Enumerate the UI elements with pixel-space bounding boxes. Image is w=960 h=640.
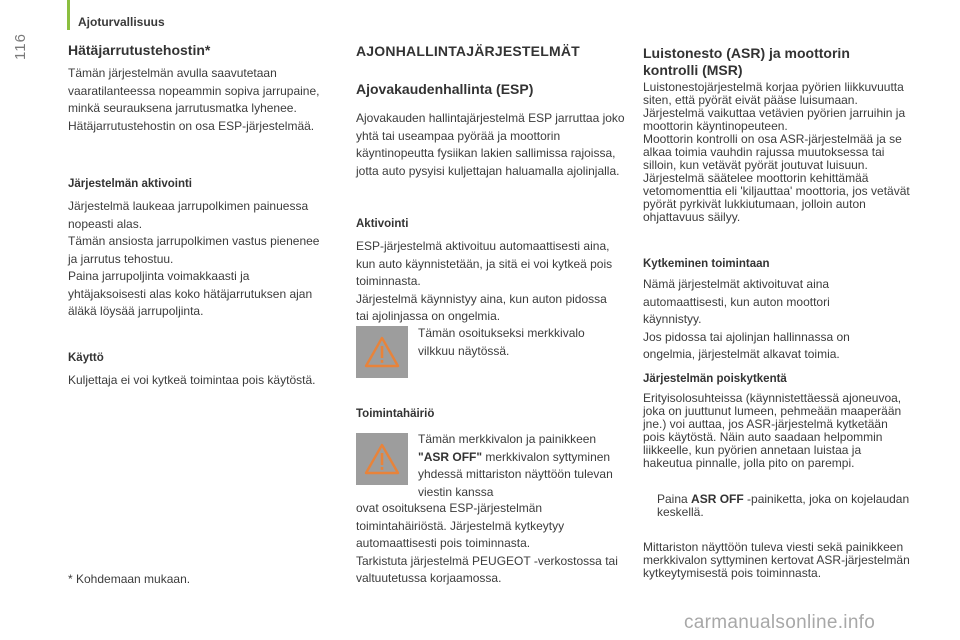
activation-line-3: Paina jarrupoljinta voimakkaasti ja yhtäjaksoisesti alas koko hätäjarrutuksen ajan äläkä löysää jarrupoljinta. (68, 269, 313, 318)
asr-off-button-label: ASR OFF (691, 492, 744, 506)
asr-off-label: "ASR OFF" (418, 449, 483, 464)
esp-intro: Ajovakauden hallintajärjestelmä ESP jarruttaa joko yhtä tai useampaa pyörää ja moottorin käyntinopeutta fysiikan lakien sallimissa rajoissa, jotta auto pysyisi kuljettajan haluamalla ajolinjalla. (356, 111, 625, 178)
warning-triangle-icon (364, 443, 400, 475)
bullet-arrow-icon (643, 493, 657, 519)
switch-off-text: Erityisolosuhteissa (käynnistettäessä ajoneuvoa, joka on juuttunut lumeen, pehmeään maaperään jne.) voi auttaa, jos ASR-järjestelmä kytketään pois käytöstä. Näin auto saadaan helpommin liikkeelle, kun pyörien annetaan luistaa ja hakeutua pinnalle, jolla pito on parempi. (643, 391, 902, 470)
esp-subtitle: Ajovakaudenhallinta (ESP) (356, 81, 534, 97)
switch-off-heading: Järjestelmän poiskytkentä (643, 373, 787, 385)
activation-heading: Järjestelmän aktivointi (68, 178, 192, 190)
esp-activation-heading: Aktivointi (356, 218, 409, 230)
section-accent-bar (67, 0, 70, 30)
switch-on-text (643, 276, 879, 364)
switch-on-line-2: Jos pidossa tai ajolinjan hallinnassa on ongelmia, järjestelmät alkavat toimia. (643, 329, 850, 361)
page-number: 116 (12, 33, 29, 60)
esp-activation-text (356, 238, 622, 326)
instruction-text (657, 493, 911, 519)
instruction-pre: Paina (657, 492, 692, 506)
asr-title: Luistonesto (ASR) ja moottorin kontrolli (MSR) (643, 45, 850, 78)
asr-off-instruction (643, 493, 911, 519)
instruction-post: -painiketta, joka on kojelaudan keskellä. (657, 492, 910, 519)
activation-line-2: Tämän ansiosta jarrupolkimen vastus pienenee ja jarrutus tehostuu. (68, 234, 320, 266)
esp-activation-line-2: Järjestelmä käynnistyy aina, kun auton pidossa tai ajolinjassa on ongelmia. (356, 291, 607, 323)
main-title: AJONHALLINTAJÄRJESTELMÄT (356, 43, 580, 59)
esp-activation-line-1: ESP-järjestelmä aktivoituu automaattisesti aina, kun auto käynnistetään, ja sitä ei voi kytkeä pois toiminnasta. (356, 239, 613, 288)
use-text: Kuljettaja ei voi kytkeä toimintaa pois käytöstä. (68, 373, 316, 387)
emergency-brake-intro: Tämän järjestelmän avulla saavutetaan vaaratilanteessa nopeammin sopiva jarrupaine, minkä seurauksena jarrutusmatka lyhenee. Hätäjarrutustehostin on osa ESP-järjestelmää. (68, 66, 320, 133)
fault-text-pre: Tämän merkkivalon ja painikkeen (418, 432, 597, 446)
asr-intro-line-2: Moottorin kontrolli on osa ASR-järjestelmää ja se alkaa toimia vauhdin rajussa muutoksessa tai silloin, kun vetävät pyörät joutuvat luisuun. Järjestelmä säätelee moottorin kehittämää vetomomenttia eli 'kiljauttaa' moottoria, jos vetävät pyörät pyrkivät lukkiutumaan, jolloin auton ohjattavuus säilyy. (643, 132, 910, 224)
fault-check-text: Tarkistuta järjestelmä PEUGEOT -verkostossa tai valtuutetussa korjaamossa. (356, 553, 618, 585)
esp-warning-lamp (356, 326, 408, 378)
asr-intro (643, 81, 911, 224)
fault-continuation (356, 500, 622, 588)
switch-on-line-1: Nämä järjestelmät aktivoituvat aina automaattisesti, kun auton moottori käynnistyy. (643, 277, 830, 326)
fault-text (418, 431, 628, 501)
use-heading: Käyttö (68, 352, 104, 364)
watermark: carmanualsonline.info (684, 612, 876, 633)
esp-lamp-text: Tämän osoitukseksi merkkivalo vilkkuu näytössä. (418, 326, 585, 358)
asr-intro-line-1: Luistonestojärjestelmä korjaa pyörien liikkuvuutta siten, että pyörät eivät pääse luisumaan. Järjestelmä vaikuttaa vetävien pyörien jarruihin ja moottorin käyntinopeuteen. (643, 80, 906, 133)
warning-triangle-icon (364, 336, 400, 368)
asr-closing-text: Mittariston näyttöön tuleva viesti sekä painikkeen merkkivalon syttyminen kertovat ASR-järjestelmän kytkeytymisestä pois toiminnasta. (643, 540, 910, 580)
activation-text (68, 198, 330, 321)
footnote: * Kohdemaan mukaan. (68, 572, 191, 586)
fault-warning-lamp (356, 433, 408, 485)
emergency-brake-title: Hätäjarrutustehostin* (68, 42, 211, 58)
activation-line-1: Järjestelmä laukeaa jarrupolkimen painuessa nopeasti alas. (68, 199, 309, 231)
section-title: Ajoturvallisuus (78, 15, 165, 29)
fault-heading: Toimintahäiriö (356, 408, 435, 420)
fault-text-post: merkkivalon syttyminen yhdessä mittariston näyttöön tulevan viestin kanssa (418, 449, 613, 499)
fault-cont-text: ovat osoituksena ESP-järjestelmän toimintahäiriöstä. Järjestelmä kytkeytyy automaattisesti pois toiminnasta. (356, 501, 565, 550)
switch-on-heading: Kytkeminen toimintaan (643, 258, 770, 270)
